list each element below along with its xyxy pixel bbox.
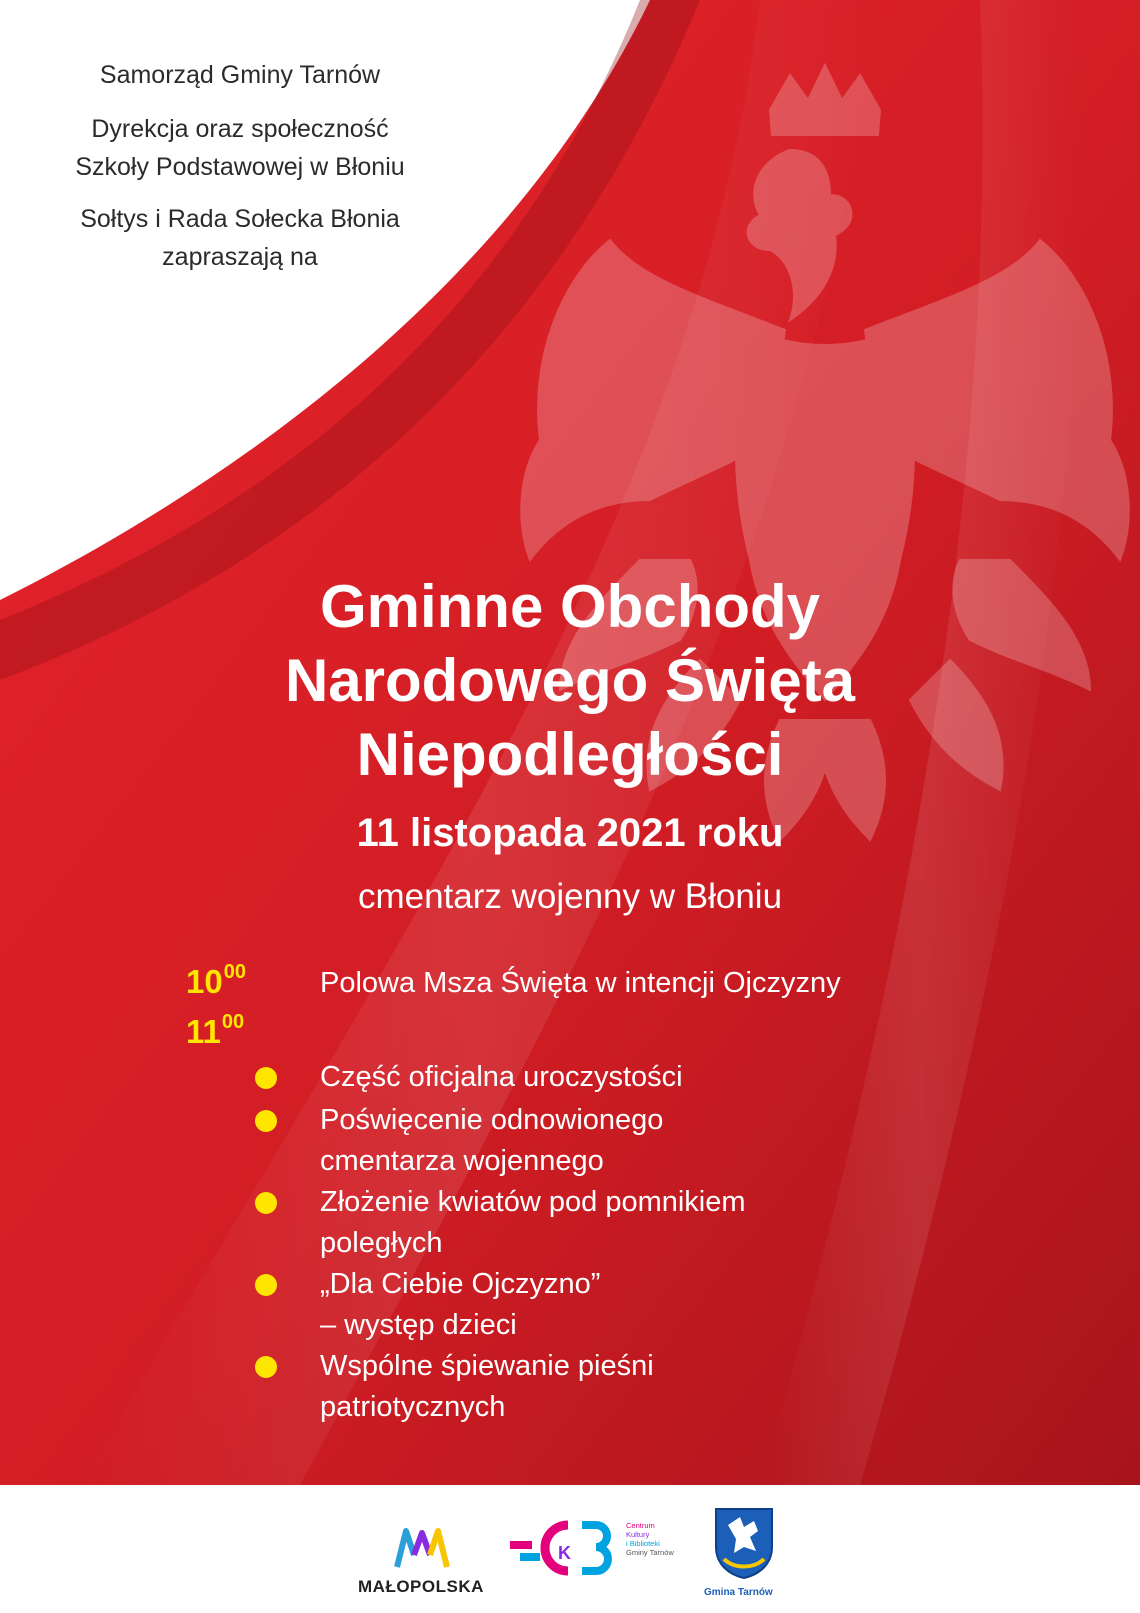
yellow-dot-bullet-icon bbox=[255, 1356, 277, 1378]
svg-text:K: K bbox=[558, 1543, 571, 1563]
program-item-5a: Wspólne śpiewanie pieśni bbox=[320, 1350, 654, 1382]
ckib-label-3: i Biblioteki bbox=[626, 1539, 660, 1548]
program-item-5b: patriotycznych bbox=[320, 1391, 506, 1423]
schedule-time-1 bbox=[186, 962, 246, 1002]
program-item-2b: cmentarza wojennego bbox=[320, 1145, 604, 1177]
title-line-3: Niepodległości bbox=[356, 721, 784, 788]
schedule-hour-2: 11 bbox=[186, 1013, 221, 1050]
program-item-3a: Złożenie kwiatów pod pomnikiem bbox=[320, 1186, 746, 1218]
malopolska-m-icon bbox=[392, 1525, 452, 1569]
schedule-time-2 bbox=[186, 1012, 244, 1052]
schedule-hour-1: 10 bbox=[186, 963, 223, 1000]
ckib-label-1: Centrum bbox=[626, 1521, 655, 1530]
gmina-coat-of-arms-icon bbox=[714, 1507, 774, 1579]
ckib-label bbox=[626, 1521, 674, 1557]
malopolska-logo bbox=[350, 1525, 495, 1605]
ckib-label-4: Gminy Tarnów bbox=[626, 1548, 674, 1557]
ckib-logo bbox=[510, 1515, 674, 1595]
organizer-line-2 bbox=[0, 110, 480, 186]
gmina-tarnow-label: Gmina Tarnów bbox=[704, 1587, 773, 1598]
yellow-dot-bullet-icon bbox=[255, 1110, 277, 1132]
schedule-text-1: Polowa Msza Święta w intencji Ojczyzny bbox=[320, 967, 841, 999]
program-item-4b: – występ dzieci bbox=[320, 1309, 517, 1341]
event-date: 11 listopada 2021 roku bbox=[356, 811, 784, 855]
title-line-2: Narodowego Święta bbox=[284, 647, 856, 714]
program-item-4a: „Dla Ciebie Ojczyzno” bbox=[320, 1268, 601, 1300]
event-place: cmentarz wojenny w Błoniu bbox=[357, 877, 783, 916]
organizer-line-3b: zapraszają na bbox=[162, 243, 318, 271]
yellow-dot-bullet-icon bbox=[255, 1067, 277, 1089]
program-item-3b: poległych bbox=[320, 1227, 443, 1259]
program-item-1: Część oficjalna uroczystości bbox=[320, 1061, 683, 1093]
organizer-line-2a: Dyrekcja oraz społeczność bbox=[91, 115, 389, 143]
gmina-tarnow-logo bbox=[702, 1507, 812, 1611]
title-line-1: Gminne Obchody bbox=[319, 573, 821, 640]
schedule-minutes-2: 00 bbox=[221, 1011, 245, 1033]
organizer-line-1: Samorząd Gminy Tarnów bbox=[99, 61, 381, 89]
organizer-line-3a: Sołtys i Rada Sołecka Błonia bbox=[80, 205, 400, 233]
ckib-mark-icon bbox=[510, 1515, 620, 1581]
organizer-line-3 bbox=[0, 200, 480, 276]
schedule-minutes-1: 00 bbox=[223, 961, 246, 983]
yellow-dot-bullet-icon bbox=[255, 1274, 277, 1296]
malopolska-label: MAŁOPOLSKA bbox=[358, 1577, 484, 1596]
organizer-line-2b: Szkoły Podstawowej w Błoniu bbox=[75, 153, 405, 181]
yellow-dot-bullet-icon bbox=[255, 1192, 277, 1214]
sponsor-footer bbox=[0, 1485, 1140, 1613]
program-item-2a: Poświęcenie odnowionego bbox=[320, 1104, 664, 1136]
ckib-label-2: Kultury bbox=[626, 1530, 650, 1539]
page-title bbox=[140, 570, 1000, 792]
